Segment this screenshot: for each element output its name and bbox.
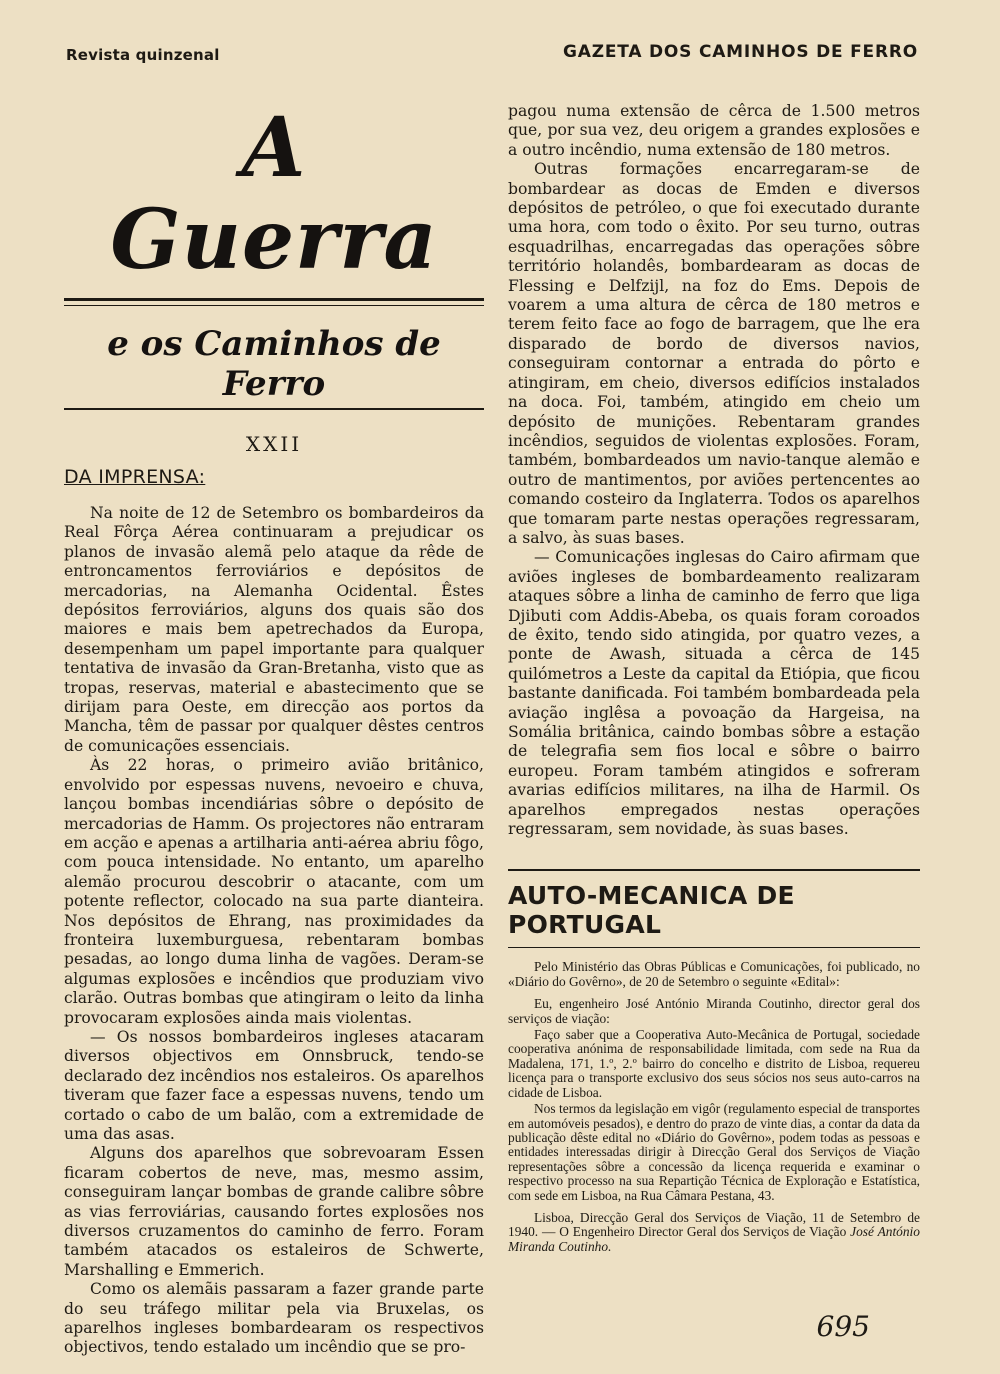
notice-paragraph: Eu, engenheiro José António Miranda Coutinho, director geral dos serviços de viação: [508, 996, 920, 1026]
notice-intro: Pelo Ministério das Obras Públicas e Comunicações, foi publicado, no «Diário do Govêrno», de 20 de Setembro o seguinte «Edital»: [508, 959, 920, 989]
chapter-number: XXII [245, 432, 303, 456]
subtitle-divider [64, 408, 484, 410]
left-column [64, 98, 484, 1358]
paragraph: Outras formações encarregaram-se de bombardear as docas de Emden e diversos depósitos de petróleo, o que foi executado durante uma hora, com todo o êxito. Por seu turno, outras esquadrilhas, encarregadas das operações sôbre território holandês, bombardearam as docas de Flessing e Delfzijl, na foz do Ems. Depois de voarem a uma altura de cêrca de 180 metros e terem feito face ao fogo de barragem, que lhe era disparado de bordo de diversos navios, conseguiram contornar a entrada do pôrto e atingiram, em cheio, diversos edifícios instalados na doca. Foi, também, atingido em cheio um depósito de munições. Rebentaram grandes incêndios, seguidos de violentas explosões. Foram, também, bombardeados um navio-tanque alemão e outro de mantimentos, por aviões pertencentes ao comando costeiro da Inglaterra. Todos os aparelhos que tomaram parte nestas operações regressaram, a salvo, às suas bases. [508, 160, 920, 547]
notice-divider [508, 947, 920, 948]
page-number: 695 [816, 1310, 870, 1343]
section-heading: DA IMPRENSA: [64, 466, 206, 488]
notice-signature: José António Miranda Coutinho. [508, 1224, 920, 1254]
article-title: A Guerra [110, 100, 438, 288]
article-subtitle: e os Caminhos de Ferro [107, 324, 441, 404]
title-divider [64, 298, 484, 306]
magazine-subtitle: Revista quinzenal [66, 46, 220, 64]
notice-paragraph: Faço saber que a Cooperativa Auto-Mecânica de Portugal, sociedade cooperativa anónima de responsabilidade limitada, com sede na Rua da Madalena, 171, 1.º, 2.º bairro do concelho e distrito de Lisboa, requereu licença para o transporte exclusivo dos seus sócios nos seus auto-carros na cidade de Lisboa. [508, 1027, 920, 1100]
paragraph: Como os alemãis passaram a fazer grande parte do seu tráfego militar pela via Bruxelas, os aparelhos ingleses bombardearam os respectivos objectivos, tendo estalado um incêndio que se pro- [64, 1280, 484, 1357]
magazine-title: GAZETA DOS CAMINHOS DE FERRO [563, 42, 918, 62]
right-column [508, 102, 920, 1256]
paragraph: Às 22 horas, o primeiro avião britânico, envolvido por espessas nuvens, nevoeiro e chuva, lançou bombas incendiárias sôbre o depósito de mercadorias de Hamm. Os projectores não entraram em acção e apenas a artilharia anti-aérea abriu fôgo, com pouca intensidade. No entanto, um aparelho alemão procurou descobrir o atacante, com um potente reflector, colocado na sua parte dianteira. Nos depósitos de Ehrang, nas proximidades da fronteira luxemburguesa, rebentaram bombas pesadas, ao longo duma linha de vagões. Deram-se algumas explosões e incêndios que produziam vivo clarão. Outras bombas que atingiram o leito da linha provocaram explosões ainda mais violentas. [64, 756, 484, 1027]
paragraph: Alguns dos aparelhos que sobrevoaram Essen ficaram cobertos de neve, mas, mesmo assim, conseguiram lançar bombas de grande calibre sôbre as vias ferroviárias, causando fortes explosões nos diversos cruzamentos do caminho de ferro. Foram também atacados os estaleiros de Schwerte, Marshalling e Emmerich. [64, 1144, 484, 1279]
paragraph: — Os nossos bombardeiros ingleses atacaram diversos objectivos em Onnsbruck, tendo-se declarado dez incêndios nos estaleiros. Os aparelhos tiveram que fazer face a espessas nuvens, tendo um cortado o cabo de um balão, com a extremidade de uma das asas. [64, 1027, 484, 1143]
notice-paragraph: Nos termos da legislação em vigôr (regulamento especial de transportes em automóveis pesados), e dentro do prazo de vinte dias, a contar da data da publicação dêste edital no «Diário do Govêrno», podem todas as pessoas e entidades interessadas dirigir à Direcção Geral dos Serviços de Viação representações sôbre a concessão da licença requerida e examinar o respectivo processo na sua Repartição Técnica de Exploração e Estatística, com sede em Lisboa, na Rua Câmara Pestana, 43. [508, 1101, 920, 1203]
paragraph: Na noite de 12 de Setembro os bombardeiros da Real Fôrça Aérea continuaram a prejudicar os planos de invasão alemã pelo ataque da rêde de entroncamentos ferroviários e depósitos de mercadorias, na Alemanha Ocidental. Êstes depósitos ferroviários, alguns dos quais são dos maiores e mais bem apetrechados da Europa, desempenham um papel importante para qualquer tentativa de invasão da Gran-Bretanha, visto que as tropas, reservas, material e abastecimento que se dirijam para Oeste, em direcção aos portos da Mancha, têm de passar por qualquer dêstes centros de comunicações essenciais. [64, 504, 484, 755]
notice-heading: AUTO-MECANICA DE PORTUGAL [508, 869, 920, 939]
notice-closing [508, 1211, 920, 1254]
paragraph: — Comunicações inglesas do Cairo afirmam que aviões ingleses de bombardeamento realizaram ataques sôbre a linha de caminho de ferro que liga Djibuti com Addis-Abeba, os quais foram coroados de êxito, tendo sido atingida, por quatro vezes, a ponte de Awash, situada a cêrca de 145 quilómetros a Leste da capital da Etiópia, que ficou bastante danificada. Foi também bombardeada pela aviação inglêsa a povoação da Hargeisa, na Somália britânica, caindo bombas sôbre a estação de telegrafia sem fios local e sôbre o bairro europeu. Foram também atingidos e sofreram avarias edifícios militares, na ilha de Harmil. Os aparelhos empregados nestas operações regressaram, sem novidade, às suas bases. [508, 548, 920, 839]
notice-closing-text: Lisboa, Direcção Geral dos Serviços de Viação, 11 de Setembro de 1940. — O Engenheiro Director Geral dos Serviços de Viação [508, 1209, 920, 1240]
paragraph: pagou numa extensão de cêrca de 1.500 metros que, por sua vez, deu origem a grandes explosões e a outro incêndio, numa extensão de 180 metros. [508, 102, 920, 159]
